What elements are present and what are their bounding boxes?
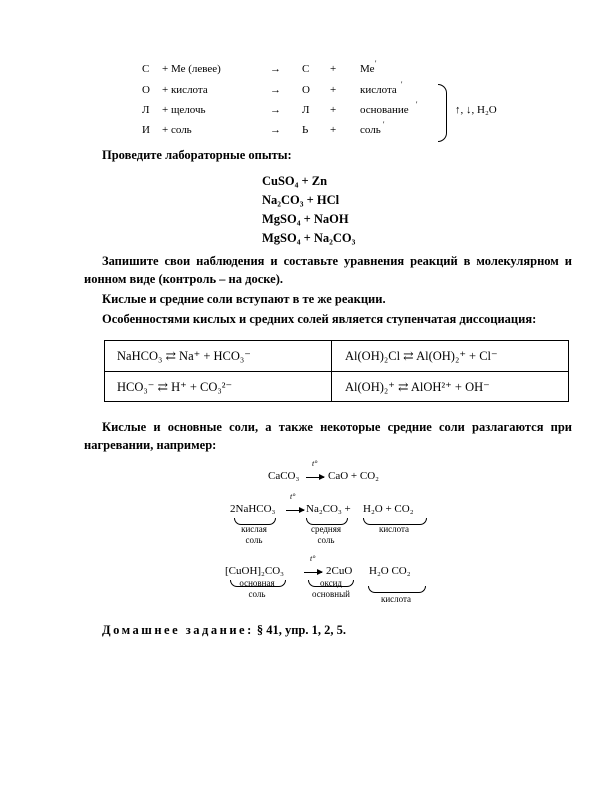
scheme-cell: + соль <box>162 124 192 136</box>
eq-arrow <box>306 477 324 478</box>
table-divider <box>105 371 568 372</box>
scheme-cell: Л <box>302 104 310 116</box>
eq-right: H₂O CO₂ <box>369 565 411 577</box>
dissoc-cell: Al(OH)₂Cl ⇄ Al(OH)₂⁺ + Cl⁻ <box>345 349 498 363</box>
scheme-cell: + щелочь <box>162 104 206 116</box>
dissoc-cell: Al(OH)₂⁺ ⇄ AlOH²⁺ + OH⁻ <box>345 380 490 394</box>
compound-label: кислота <box>378 524 410 534</box>
homework-text: § 41, упр. 1, 2, 5. <box>256 623 347 637</box>
scheme-arrow: → <box>270 63 281 75</box>
scheme-cell: О <box>302 84 310 96</box>
lab-reaction: CuSO₄ + Zn <box>262 174 328 188</box>
scheme-arrow: → <box>270 104 281 116</box>
compound-label: основная соль <box>239 578 275 599</box>
compound-label: средняя соль <box>310 524 342 545</box>
eq-arrow <box>304 572 322 573</box>
eq-left: [CuOH]₂CO₃ <box>225 565 285 577</box>
scheme-mark: ' <box>416 100 418 109</box>
scheme-cell: Ь <box>302 124 309 136</box>
compound-label: оксид основный <box>312 578 350 599</box>
scheme-mark: ' <box>401 80 403 89</box>
eq-left: CaCO₃ <box>268 470 300 482</box>
compound-label: кислая соль <box>241 524 267 545</box>
scheme-arrow: → <box>270 124 281 136</box>
eq-right: Na₂CO₃ + <box>306 503 351 515</box>
scheme-cell: + Ме (левее) <box>162 63 221 75</box>
scheme-cell: Ме <box>360 63 375 75</box>
lab-reaction: MgSO₄ + Na₂CO₃ <box>262 231 356 245</box>
right-brace <box>438 84 447 142</box>
lab-reaction: Na₂CO₃ + HCl <box>262 193 340 207</box>
scheme-mark: ' <box>375 59 377 68</box>
eq-right: 2CuO <box>326 565 353 577</box>
eq-condition: t° <box>290 492 296 501</box>
scheme-cell: + кислота <box>162 84 208 96</box>
brace-note: ↑, ↓, H₂O <box>455 104 497 116</box>
scheme-cell: + <box>330 84 337 96</box>
eq-arrow <box>286 510 304 511</box>
para-react: Кислые и средние соли вступают в те же реакции. <box>102 292 386 306</box>
scheme-mark: ' <box>383 120 385 129</box>
scheme-arrow: → <box>270 84 281 96</box>
scheme-cell: + <box>330 124 337 136</box>
dissoc-cell: HCO₃⁻ ⇄ H⁺ + CO₃²⁻ <box>117 380 233 394</box>
scheme-cell: О <box>142 84 150 96</box>
eq-condition: t° <box>312 459 318 468</box>
scheme-cell: соль <box>360 124 381 136</box>
homework <box>102 623 346 638</box>
eq-right: CaO + CO₂ <box>328 470 379 482</box>
scheme-cell: + <box>330 104 337 116</box>
eq-condition: t° <box>310 554 316 563</box>
compound-label: кислота <box>380 594 412 604</box>
scheme-cell: кислота <box>360 84 397 96</box>
scheme-cell: Л <box>142 104 150 116</box>
para-dissoc: Особенностями кислых и средних солей является ступенчатая диссоциация: <box>102 312 537 326</box>
dissociation-table <box>104 340 569 402</box>
scheme-cell: С <box>142 63 150 75</box>
scheme-cell: основание <box>360 104 409 116</box>
scheme-cell: И <box>142 124 150 136</box>
underbrace <box>368 586 426 593</box>
scheme-cell: С <box>302 63 310 75</box>
para-observe: Запишите свои наблюдения и составьте уравнения реакций в молекулярном и ионном виде (контроль – на доске). <box>84 254 572 286</box>
para-decomp: Кислые и основные соли, а также некоторые средние соли разлагаются при нагревании, например: <box>84 420 572 452</box>
dissoc-cell: NaHCO₃ ⇄ Na⁺ + HCO₃⁻ <box>117 349 251 363</box>
eq-right: H₂O + CO₂ <box>363 503 414 515</box>
scheme-cell: + <box>330 63 337 75</box>
lab-reaction: MgSO₄ + NaOH <box>262 212 349 226</box>
homework-label: Домашнее задание: <box>102 623 254 637</box>
lab-intro: Проведите лабораторные опыты: <box>102 148 292 162</box>
eq-left: 2NaHCO₃ <box>230 503 276 515</box>
table-divider <box>331 341 332 401</box>
